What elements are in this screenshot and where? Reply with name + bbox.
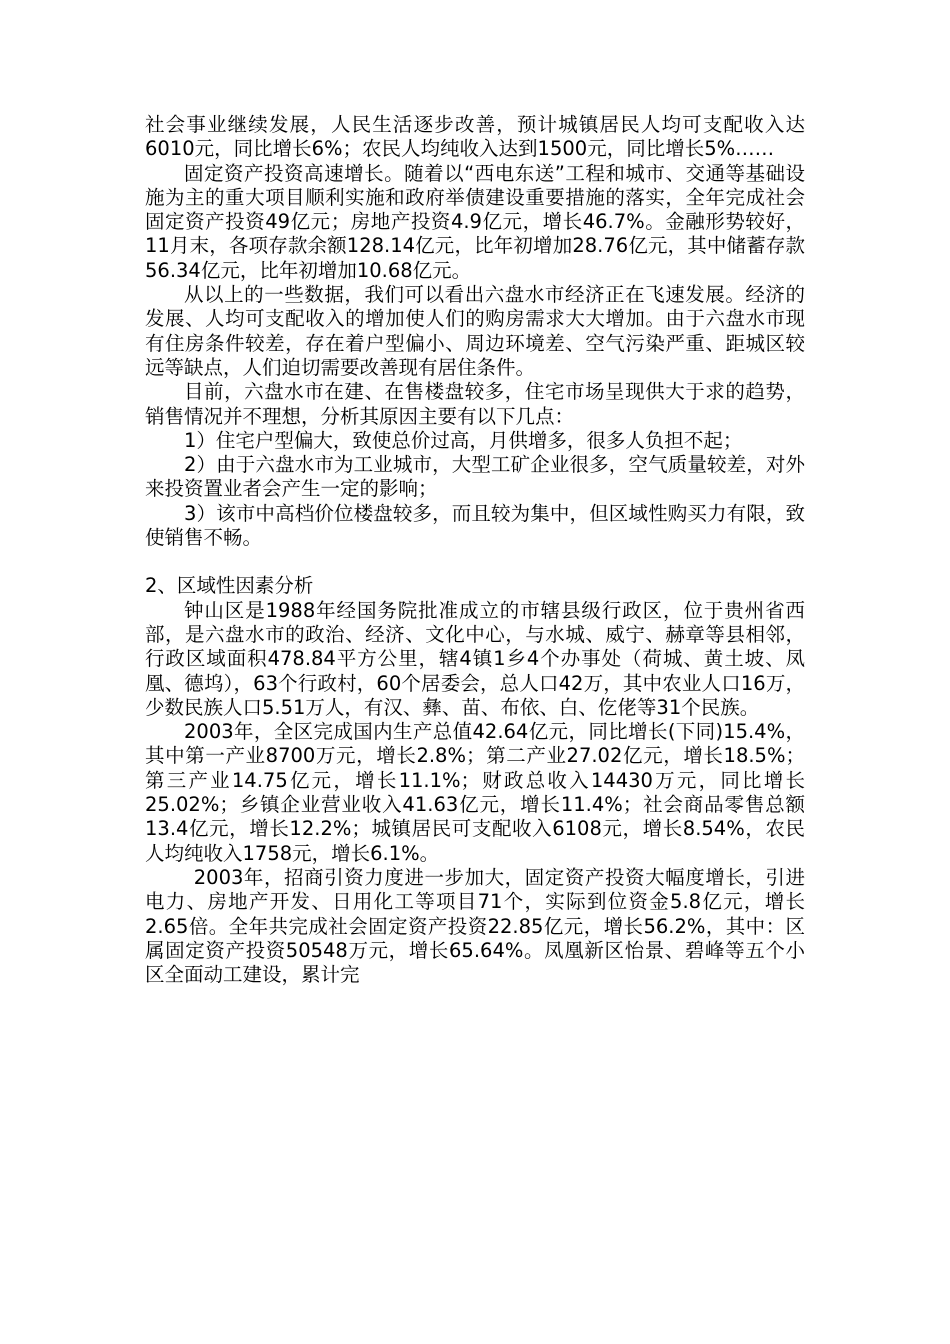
paragraph-2003-investment: 2003年，招商引资力度进一步加大，固定资产投资大幅度增长，引进电力、房地产开发、日用化工等项目71个，实际到位资金5.8亿元，增长2.65倍。全年共完成社会固定资产投资22.85亿元，增长56.2%，其中：区属固定资产投资50548万元，增长65.64%。凤凰新区怡景、碧峰等五个小区全面动工建设，累计完 bbox=[145, 865, 805, 987]
paragraph-2003-gdp: 2003年，全区完成国内生产总值42.64亿元，同比增长(下同)15.4%，其中第一产业8700万元，增长2.8%；第二产业27.02亿元，增长18.5%；第三产业14.75亿元，增长11.1%；财政总收入14430万元，同比增长25.02%；乡镇企业营业收入41.63亿元，增长11.4%；社会商品零售总额13.4亿元，增长12.2%；城镇居民可支配收入6108元，增长8.54%，农民人均纯收入1758元，增长6.1%。 bbox=[145, 720, 805, 865]
list-item-reason-1: 1）住宅户型偏大，致使总价过高，月供增多，很多人负担不起； bbox=[184, 428, 743, 452]
paragraph-fixed-asset-investment: 固定资产投资高速增长。随着以“西电东送”工程和城市、交通等基础设施为主的重大项目顺利实施和政府举债建设重要措施的落实，全年完成社会固定资产投资49亿元；房地产投资4.9亿元，增长46.7%。金融形势较好，11月末，各项存款余额128.14亿元，比年初增加28.76亿元，其中储蓄存款56.34亿元，比年初增加10.68亿元。 bbox=[145, 161, 805, 282]
paragraph-economic-summary: 从以上的一些数据，我们可以看出六盘水市经济正在飞速发展。经济的发展、人均可支配收入的增加使人们的购房需求大大增加。由于六盘水市现有住房条件较差，存在着户型偏小、周边环境差、空气污染严重、距城区较远等缺点，人们迫切需要改善现有居住条件。 bbox=[145, 283, 805, 379]
list-item-reason-3: 3）该市中高档价位楼盘较多，而且较为集中，但区域性购买力有限，致使销售不畅。 bbox=[145, 501, 805, 550]
paragraph-market-situation: 目前，六盘水市在建、在售楼盘较多，住宅市场呈现供大于求的趋势，销售情况并不理想，分析其原因主要有以下几点： bbox=[145, 380, 805, 428]
paragraph-social-development: 社会事业继续发展，人民生活逐步改善，预计城镇居民人均可支配收入达6010元，同比增长6%；农民人均纯收入达到1500元，同比增长5%…… bbox=[145, 113, 805, 161]
section-heading: 2、区域性因素分析 bbox=[145, 574, 314, 598]
list-item-reason-2: 2）由于六盘水市为工业城市，大型工矿企业很多，空气质量较差，对外来投资置业者会产生一定的影响； bbox=[145, 453, 805, 501]
document-page bbox=[145, 113, 805, 987]
paragraph-zhongshan-district: 钟山区是1988年经国务院批准成立的市辖县级行政区，位于贵州省西部，是六盘水市的政治、经济、文化中心，与水城、威宁、赫章等县相邻，行政区域面积478.84平方公里，辖4镇1乡4个办事处（荷城、黄土坡、凤凰、德坞），63个行政村，60个居委会，总人口42万，其中农业人口16万，少数民族人口5.51万人，有汉、彝、苗、布依、白、仡佬等31个民族。 bbox=[145, 598, 805, 719]
